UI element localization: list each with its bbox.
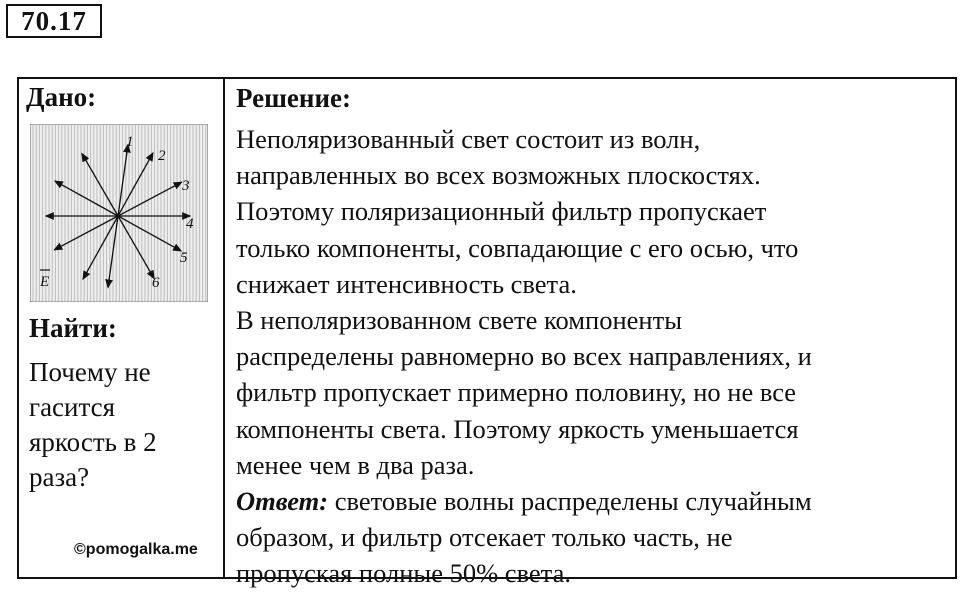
solution-line: направленных во всех возможных плоскостях. xyxy=(236,160,761,191)
solution-text xyxy=(236,121,948,592)
vector-e-label: E xyxy=(40,274,50,290)
solution-line: фильтр пропускает примерно половину, но не все xyxy=(236,377,797,408)
task-number: 70.17 xyxy=(6,4,102,38)
solution-line: Неполяризованный свет состоит из волн, xyxy=(236,124,701,154)
solution-line: снижает интенсивность света. xyxy=(236,268,577,299)
arrow-label-4: 4 xyxy=(186,216,194,232)
answer-line xyxy=(236,483,948,519)
answer-line: пропуская полные 50% света. xyxy=(236,558,571,589)
polarization-figure xyxy=(30,124,208,302)
solution-line: только компоненты, совпадающие с его осью, что xyxy=(236,232,799,263)
solution-line: В неполяризованном свете компоненты xyxy=(236,305,682,336)
find-question xyxy=(29,355,219,495)
arrow-label-2: 2 xyxy=(158,148,166,164)
column-divider xyxy=(223,77,225,579)
question-line: Почему не xyxy=(29,357,151,387)
question-line: яркость в 2 xyxy=(29,427,157,457)
answer-line: образом, и фильтр отсекает только часть, не xyxy=(236,522,733,553)
answer-text: световые волны распределены случайным xyxy=(328,486,812,517)
question-line: гасится xyxy=(29,392,116,422)
given-label: Дано: xyxy=(26,82,97,112)
arrow-label-5: 5 xyxy=(180,250,188,266)
solution-label: Решение: xyxy=(236,83,351,113)
solution-line: Поэтому поляризационный фильтр пропускает xyxy=(236,196,767,227)
arrow-label-1: 1 xyxy=(126,134,134,150)
arrow-label-3: 3 xyxy=(182,178,190,194)
solution-line: распределены равномерно во всех направлениях, и xyxy=(236,341,812,372)
question-line: раза? xyxy=(29,462,90,492)
given-column xyxy=(26,80,218,114)
solution-line: менее чем в два раза. xyxy=(236,449,475,480)
find-label: Найти: xyxy=(29,313,117,343)
answer-label: Ответ: xyxy=(236,486,329,517)
solution-line: компоненты света. Поэтому яркость уменьшается xyxy=(236,413,799,444)
arrow-label-6: 6 xyxy=(152,275,160,291)
watermark: ©pomogalka.me xyxy=(74,541,198,558)
